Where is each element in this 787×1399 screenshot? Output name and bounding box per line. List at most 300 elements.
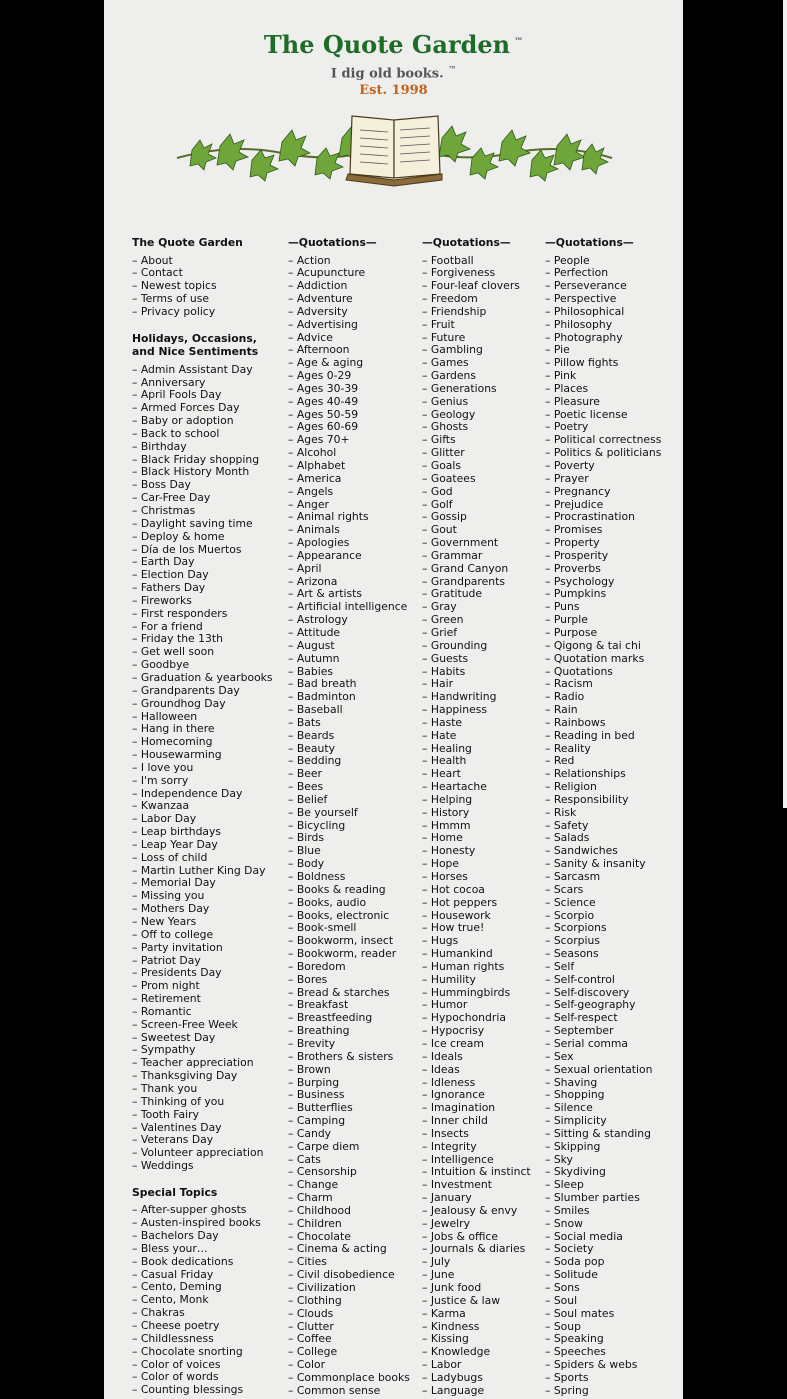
topic-link[interactable]: – Intelligence <box>422 1152 494 1166</box>
topic-link[interactable]: – Bees <box>288 780 324 794</box>
topic-link[interactable]: – Goodbye <box>132 658 190 672</box>
topic-link[interactable]: – Soul <box>545 1293 578 1307</box>
topic-link[interactable]: – Silence <box>545 1101 593 1115</box>
topic-link[interactable]: – Book-smell <box>288 921 357 935</box>
topic-link[interactable]: – Home <box>422 831 463 845</box>
topic-link[interactable]: – Animal rights <box>288 510 369 524</box>
topic-link[interactable]: – Gout <box>422 523 457 537</box>
topic-link[interactable]: – Smiles <box>545 1203 590 1217</box>
topic-link[interactable]: – Thanksgiving Day <box>132 1069 238 1083</box>
topic-link[interactable]: – Promises <box>545 523 603 537</box>
topic-link[interactable]: – College <box>288 1345 338 1359</box>
topic-link[interactable]: – Baby or adoption <box>132 414 234 428</box>
topic-link[interactable]: – Science <box>545 895 596 909</box>
topic-link[interactable]: – Charm <box>288 1191 333 1205</box>
topic-link[interactable]: – Austen-inspired books <box>132 1216 261 1230</box>
topic-link[interactable]: – Civil disobedience <box>288 1268 395 1282</box>
topic-link[interactable]: – Patriot Day <box>132 953 201 967</box>
topic-link[interactable]: – About <box>132 253 173 267</box>
topic-link[interactable]: – Healing <box>422 741 472 755</box>
topic-link[interactable]: – Belief <box>288 792 328 806</box>
topic-link[interactable]: – Poetry <box>545 420 589 434</box>
topic-link[interactable]: – Goatees <box>422 471 476 485</box>
topic-link[interactable]: – Cats <box>288 1152 321 1166</box>
topic-link[interactable]: – Fathers Day <box>132 581 206 595</box>
topic-link[interactable]: – April <box>288 561 322 575</box>
topic-link[interactable]: – Hugs <box>422 934 459 948</box>
topic-link[interactable]: – Shaving <box>545 1075 598 1089</box>
topic-link[interactable]: – Independence Day <box>132 786 243 800</box>
topic-link[interactable]: – Leap birthdays <box>132 825 222 839</box>
topic-link[interactable]: – Grandparents Day <box>132 683 240 697</box>
topic-link[interactable]: – Happiness <box>422 703 488 717</box>
topic-link[interactable]: – Psychology <box>545 574 615 588</box>
topic-link[interactable]: – Alphabet <box>288 459 346 472</box>
topic-link[interactable]: – Generations <box>422 381 497 395</box>
topic-link[interactable]: – Cheese poetry <box>132 1318 220 1332</box>
topic-link[interactable]: – Alcohol <box>288 446 337 460</box>
topic-link[interactable]: – Books, audio <box>288 895 367 909</box>
topic-link[interactable]: – Off to college <box>132 927 214 941</box>
topic-link[interactable]: – Appearance <box>288 548 362 562</box>
topic-link[interactable]: – Ideals <box>422 1049 463 1063</box>
topic-link[interactable]: – Cities <box>288 1255 327 1269</box>
topic-link[interactable]: – Color of voices <box>132 1357 221 1371</box>
topic-link[interactable]: – Humankind <box>422 947 493 961</box>
topic-link[interactable]: – Age & aging <box>288 356 364 370</box>
topic-link[interactable]: – Grief <box>422 625 458 639</box>
topic-link[interactable]: – Gardens <box>422 369 477 383</box>
topic-link[interactable]: – Christmas <box>132 504 196 517</box>
topic-link[interactable]: – America <box>288 471 342 485</box>
topic-link[interactable]: – Tooth Fairy <box>132 1107 199 1121</box>
topic-link[interactable]: – Bats <box>288 715 321 729</box>
topic-link[interactable]: – Cento, Monk <box>132 1293 209 1307</box>
topic-link[interactable]: – Philosophy <box>545 317 613 331</box>
topic-link[interactable]: – Reading in bed <box>545 728 635 742</box>
topic-link[interactable]: – Grounding <box>422 638 488 652</box>
topic-link[interactable]: – Pie <box>545 343 570 357</box>
topic-link[interactable]: – Four-leaf clovers <box>422 279 520 293</box>
topic-link[interactable]: – Deploy & home <box>132 529 225 543</box>
topic-link[interactable]: – Simplicity <box>545 1114 607 1128</box>
topic-link[interactable]: – Baseball <box>288 703 343 717</box>
topic-link[interactable]: – Friendship <box>422 304 487 318</box>
topic-link[interactable]: – Sons <box>545 1281 580 1294</box>
topic-link[interactable]: – Mothers Day <box>132 902 210 916</box>
topic-link[interactable]: – Prejudice <box>545 497 604 511</box>
topic-link[interactable]: – Advice <box>288 330 333 344</box>
topic-link[interactable]: – Serial comma <box>545 1036 629 1050</box>
topic-link[interactable]: – Butterflies <box>288 1101 353 1115</box>
topic-link[interactable]: – Soda pop <box>545 1255 605 1269</box>
topic-link[interactable]: – Heart <box>422 767 461 781</box>
topic-link[interactable]: – Carpe diem <box>288 1139 360 1153</box>
topic-link[interactable]: – Housework <box>422 908 491 922</box>
topic-link[interactable]: – Purple <box>545 613 588 627</box>
topic-link[interactable]: – Gifts <box>422 433 456 447</box>
site-title[interactable]: The Quote Garden ™ <box>263 30 524 59</box>
topic-link[interactable]: – Helping <box>422 792 473 806</box>
topic-link[interactable]: – Ages 30-39 <box>288 381 359 395</box>
topic-link[interactable]: – Bores <box>288 972 328 986</box>
topic-link[interactable]: – Junk food <box>422 1281 482 1294</box>
topic-link[interactable]: – Apologies <box>288 536 350 550</box>
topic-link[interactable]: – Groundhog Day <box>132 696 226 710</box>
topic-link[interactable]: – Slumber parties <box>545 1191 640 1205</box>
topic-link[interactable]: – Prosperity <box>545 548 609 562</box>
topic-link[interactable]: – Places <box>545 381 589 395</box>
topic-link[interactable]: – Afternoon <box>288 343 350 357</box>
topic-link[interactable]: – Hot cocoa <box>422 882 485 896</box>
topic-link[interactable]: – Anniversary <box>132 375 206 389</box>
topic-link[interactable]: – How true! <box>422 921 485 935</box>
topic-link[interactable]: – Speeches <box>545 1345 606 1359</box>
topic-link[interactable]: – Government <box>422 536 499 550</box>
topic-link[interactable]: – Admin Assistant Day <box>132 362 253 376</box>
topic-link[interactable]: – Quotation marks <box>545 651 645 665</box>
topic-link[interactable]: – People <box>545 253 590 267</box>
topic-link[interactable]: – Earth Day <box>132 555 195 569</box>
topic-link[interactable]: – Daylight saving time <box>132 516 253 530</box>
topic-link[interactable]: – History <box>422 805 470 819</box>
topic-link[interactable]: – For a friend <box>132 619 203 633</box>
topic-link[interactable]: – Pumpkins <box>545 587 607 601</box>
topic-link[interactable]: – Car-Free Day <box>132 491 211 505</box>
topic-link[interactable]: – Commonplace books <box>288 1370 410 1384</box>
topic-link[interactable]: – I love you <box>132 760 194 774</box>
topic-link[interactable]: – Missing you <box>132 889 205 903</box>
topic-link[interactable]: – Puns <box>545 600 580 614</box>
topic-link[interactable]: – Be yourself <box>288 805 358 819</box>
topic-link[interactable]: – Haste <box>422 715 463 729</box>
topic-link[interactable]: – Brevity <box>288 1036 336 1050</box>
topic-link[interactable]: – Boredom <box>288 959 346 973</box>
topic-link[interactable]: – Boss Day <box>132 478 191 492</box>
topic-link[interactable]: – Scorpio <box>545 908 595 922</box>
topic-link[interactable]: – Kwanzaa <box>132 799 190 813</box>
topic-link[interactable]: – Clouds <box>288 1306 334 1320</box>
topic-link[interactable]: – Hmmm <box>422 818 471 832</box>
topic-link[interactable]: – July <box>422 1255 451 1269</box>
topic-link[interactable]: – Football <box>422 253 474 267</box>
topic-link[interactable]: – Romantic <box>132 1004 192 1018</box>
topic-link[interactable]: – Art & artists <box>288 587 362 601</box>
topic-link[interactable]: – Proverbs <box>545 561 601 575</box>
topic-link[interactable]: – Scorpions <box>545 921 607 935</box>
topic-link[interactable]: – Inner child <box>422 1114 488 1128</box>
topic-link[interactable]: – Quotations <box>545 664 613 678</box>
scrollbar-track[interactable] <box>783 0 787 808</box>
topic-link[interactable]: – Breakfast <box>288 998 349 1012</box>
topic-link[interactable]: – Guests <box>422 651 469 665</box>
topic-link[interactable]: – Civilization <box>288 1281 356 1294</box>
topic-link[interactable]: – Self-respect <box>545 1011 618 1025</box>
topic-link[interactable]: – Religion <box>545 780 597 794</box>
topic-link[interactable]: – Responsibility <box>545 792 629 806</box>
topic-link[interactable]: – Memorial Day <box>132 876 216 890</box>
topic-link[interactable]: – Hypocrisy <box>422 1024 485 1038</box>
topic-link[interactable]: – September <box>545 1024 614 1038</box>
topic-link[interactable]: – Sexual orientation <box>545 1062 653 1076</box>
topic-link[interactable]: – Hair <box>422 677 454 691</box>
topic-link[interactable]: – Beer <box>288 767 322 781</box>
topic-link[interactable]: – Social media <box>545 1229 623 1243</box>
topic-link[interactable]: – Perfection <box>545 266 609 280</box>
topic-link[interactable]: – Humility <box>422 972 476 986</box>
topic-link[interactable]: – Black History Month <box>132 465 250 479</box>
topic-link[interactable]: – Honesty <box>422 844 476 858</box>
topic-link[interactable]: – Bedding <box>288 754 342 768</box>
topic-link[interactable]: – Human rights <box>422 959 505 973</box>
topic-link[interactable]: – Shopping <box>545 1088 605 1102</box>
topic-link[interactable]: – Ages 50-59 <box>288 407 359 421</box>
topic-link[interactable]: – Pillow fights <box>545 356 619 370</box>
topic-link[interactable]: – Cinema & acting <box>288 1242 387 1256</box>
topic-link[interactable]: – Retirement <box>132 992 201 1006</box>
topic-link[interactable]: – Badminton <box>288 690 356 704</box>
topic-link[interactable]: – Arizona <box>288 574 338 588</box>
topic-link[interactable]: – Adversity <box>288 304 348 318</box>
topic-link[interactable]: – Skydiving <box>545 1165 606 1179</box>
topic-link[interactable]: – Risk <box>545 805 577 819</box>
topic-link[interactable]: – Bachelors Day <box>132 1229 219 1243</box>
topic-link[interactable]: – Idleness <box>422 1075 476 1089</box>
topic-link[interactable]: – Coffee <box>288 1332 332 1346</box>
topic-link[interactable]: – Reality <box>545 741 591 755</box>
topic-link[interactable]: – Jealousy & envy <box>422 1203 518 1217</box>
topic-link[interactable]: – Gossip <box>422 510 467 524</box>
topic-link[interactable]: – Jobs & office <box>422 1229 499 1243</box>
topic-link[interactable]: – Speaking <box>545 1332 604 1346</box>
topic-link[interactable]: – Addiction <box>288 279 348 293</box>
topic-link[interactable]: – Rainbows <box>545 715 606 729</box>
topic-link[interactable]: – Childhood <box>288 1203 351 1217</box>
topic-link[interactable]: – Labor <box>422 1358 462 1372</box>
topic-link[interactable]: – Glitter <box>422 446 465 460</box>
topic-link[interactable]: – Action <box>288 253 331 267</box>
topic-link[interactable]: – Political correctness <box>545 433 662 447</box>
topic-link[interactable]: – Photography <box>545 330 623 344</box>
topic-link[interactable]: – Solitude <box>545 1268 598 1282</box>
topic-link[interactable]: – Handwriting <box>422 690 497 704</box>
topic-link[interactable]: – Seasons <box>545 947 599 961</box>
topic-link[interactable]: – Justice & law <box>422 1293 501 1307</box>
topic-link[interactable]: – Halloween <box>132 709 198 723</box>
topic-link[interactable]: – Relationships <box>545 767 626 781</box>
topic-link[interactable]: – Acupuncture <box>288 266 366 280</box>
topic-link[interactable]: – Games <box>422 356 469 370</box>
topic-link[interactable]: – Volunteer appreciation <box>132 1146 264 1160</box>
topic-link[interactable]: – Forgiveness <box>422 266 496 280</box>
topic-link[interactable]: – Hummingbirds <box>422 985 511 999</box>
topic-link[interactable]: – Sanity & insanity <box>545 857 646 871</box>
topic-link[interactable]: – Red <box>545 754 575 768</box>
topic-link[interactable]: – April Fools Day <box>132 388 222 402</box>
topic-link[interactable]: – Grammar <box>422 548 483 562</box>
topic-link[interactable]: – Fruit <box>422 317 455 331</box>
topic-link[interactable]: – Birthday <box>132 439 187 453</box>
topic-link[interactable]: – Chakras <box>132 1306 185 1320</box>
topic-link[interactable]: – Pink <box>545 369 577 383</box>
topic-link[interactable]: – Ages 0-29 <box>288 369 352 383</box>
topic-link[interactable]: – August <box>288 638 335 652</box>
topic-link[interactable]: – Armed Forces Day <box>132 401 240 415</box>
topic-link[interactable]: – Kissing <box>422 1332 469 1346</box>
topic-link[interactable]: – Imagination <box>422 1101 496 1115</box>
topic-link[interactable]: – Horses <box>422 870 468 883</box>
topic-link[interactable]: – Prayer <box>545 471 589 485</box>
topic-link[interactable]: – Gratitude <box>422 587 483 601</box>
topic-link[interactable]: – Counting blessings <box>132 1383 244 1397</box>
topic-link[interactable]: – Ages 40-49 <box>288 394 359 408</box>
topic-link[interactable]: – Terms of use <box>132 292 210 306</box>
topic-link[interactable]: – Friday the 13th <box>132 632 223 646</box>
topic-link[interactable]: – Clothing <box>288 1293 342 1307</box>
topic-link[interactable]: – Animals <box>288 523 340 537</box>
topic-link[interactable]: – Rain <box>545 703 578 717</box>
topic-link[interactable]: – Future <box>422 330 466 344</box>
topic-link[interactable]: – Soul mates <box>545 1306 615 1320</box>
topic-link[interactable]: – Language <box>422 1383 485 1397</box>
topic-link[interactable]: – Racism <box>545 677 593 691</box>
topic-link[interactable]: – I'm sorry <box>132 773 189 787</box>
topic-link[interactable]: – Leap Year Day <box>132 837 218 851</box>
topic-link[interactable]: – Thank you <box>132 1081 198 1095</box>
topic-link[interactable]: – New Years <box>132 915 197 928</box>
topic-link[interactable]: – Bad breath <box>288 677 357 691</box>
topic-link[interactable]: – Hate <box>422 728 457 742</box>
topic-link[interactable]: – Journals & diaries <box>422 1242 526 1256</box>
topic-link[interactable]: – Karma <box>422 1306 466 1320</box>
topic-link[interactable]: – First responders <box>132 606 228 620</box>
topic-link[interactable]: – Graduation & yearbooks <box>132 670 273 684</box>
topic-link[interactable]: – Spiders & webs <box>545 1358 638 1372</box>
topic-link[interactable]: – Burping <box>288 1075 340 1089</box>
topic-link[interactable]: – Sandwiches <box>545 844 618 858</box>
topic-link[interactable]: – Bless your… <box>132 1241 208 1255</box>
topic-link[interactable]: – Skipping <box>545 1139 601 1153</box>
topic-link[interactable]: – Ghosts <box>422 420 469 434</box>
topic-link[interactable]: – Integrity <box>422 1139 477 1153</box>
topic-link[interactable]: – Safety <box>545 818 589 832</box>
topic-link[interactable]: – Party invitation <box>132 940 223 954</box>
topic-link[interactable]: – Labor Day <box>132 812 197 826</box>
topic-link[interactable]: – Politics & politicians <box>545 446 662 460</box>
topic-link[interactable]: – Insects <box>422 1126 469 1140</box>
topic-link[interactable]: – Books & reading <box>288 882 386 896</box>
topic-link[interactable]: – Beards <box>288 728 335 742</box>
topic-link[interactable]: – Property <box>545 536 600 550</box>
topic-link[interactable]: – Día de los Muertos <box>132 542 242 556</box>
topic-link[interactable]: – Sarcasm <box>545 870 601 883</box>
topic-link[interactable]: – Sweetest Day <box>132 1030 216 1044</box>
topic-link[interactable]: – God <box>422 484 453 498</box>
topic-link[interactable]: – Angels <box>288 484 334 498</box>
topic-link[interactable]: – Ages 60-69 <box>288 420 359 434</box>
topic-link[interactable]: – Bookworm, insect <box>288 934 394 948</box>
topic-link[interactable]: – Childlessness <box>132 1331 214 1345</box>
topic-link[interactable]: – Bookworm, reader <box>288 947 397 961</box>
topic-link[interactable]: – Perspective <box>545 292 617 306</box>
topic-link[interactable]: – Artificial intelligence <box>288 600 408 614</box>
topic-link[interactable]: – Sleep <box>545 1178 584 1192</box>
topic-link[interactable]: – Teacher appreciation <box>132 1056 254 1070</box>
topic-link[interactable]: – Brown <box>288 1062 331 1076</box>
topic-link[interactable]: – Heartache <box>422 780 487 794</box>
topic-link[interactable]: – Body <box>288 857 325 871</box>
topic-link[interactable]: – Hope <box>422 857 460 871</box>
topic-link[interactable]: – Salads <box>545 831 590 845</box>
topic-link[interactable]: – Humor <box>422 998 468 1012</box>
topic-link[interactable]: – Grand Canyon <box>422 561 509 575</box>
topic-link[interactable]: – Children <box>288 1216 342 1230</box>
topic-link[interactable]: – Business <box>288 1088 345 1102</box>
topic-link[interactable]: – Jewelry <box>422 1216 470 1230</box>
topic-link[interactable]: – Sky <box>545 1152 573 1166</box>
topic-link[interactable]: – Poetic license <box>545 407 628 421</box>
topic-link[interactable]: – Freedom <box>422 292 478 306</box>
topic-link[interactable]: – Boldness <box>288 870 346 883</box>
topic-link[interactable]: – Get well soon <box>132 645 215 659</box>
topic-link[interactable]: – Beauty <box>288 741 335 755</box>
topic-link[interactable]: – Qigong & tai chi <box>545 638 641 652</box>
topic-link[interactable]: – Books, electronic <box>288 908 390 922</box>
topic-link[interactable]: – Censorship <box>288 1165 357 1179</box>
topic-link[interactable]: – Veterans Day <box>132 1133 214 1147</box>
topic-link[interactable]: – Astrology <box>288 613 348 627</box>
topic-link[interactable]: – Presidents Day <box>132 966 222 980</box>
topic-link[interactable]: – Sports <box>545 1370 589 1384</box>
topic-link[interactable]: – Fireworks <box>132 593 192 607</box>
topic-link[interactable]: – Pleasure <box>545 394 600 408</box>
topic-link[interactable]: – Radio <box>545 690 585 704</box>
topic-link[interactable]: – Pregnancy <box>545 484 611 498</box>
topic-link[interactable]: – Self-geography <box>545 998 636 1012</box>
topic-link[interactable]: – Chocolate snorting <box>132 1344 243 1358</box>
topic-link[interactable]: – Housewarming <box>132 748 222 762</box>
topic-link[interactable]: – Genius <box>422 394 469 408</box>
topic-link[interactable]: – Thinking of you <box>132 1094 225 1108</box>
topic-link[interactable]: – Perseverance <box>545 279 627 293</box>
topic-link[interactable]: – Purpose <box>545 625 598 639</box>
topic-link[interactable]: – Screen-Free Week <box>132 1017 238 1031</box>
topic-link[interactable]: – Martin Luther King Day <box>132 863 266 877</box>
topic-link[interactable]: – Weddings <box>132 1159 194 1173</box>
topic-link[interactable]: – Poverty <box>545 459 595 472</box>
topic-link[interactable]: – Birds <box>288 831 324 845</box>
topic-link[interactable]: – Ice cream <box>422 1036 484 1050</box>
topic-link[interactable]: – January <box>422 1191 472 1205</box>
topic-link[interactable]: – Ideas <box>422 1062 460 1076</box>
topic-link[interactable]: – Snow <box>545 1216 583 1230</box>
topic-link[interactable]: – Self-control <box>545 972 615 986</box>
topic-link[interactable]: – Golf <box>422 497 453 511</box>
topic-link[interactable]: – Black Friday shopping <box>132 452 260 466</box>
topic-link[interactable]: – Color <box>288 1358 326 1372</box>
topic-link[interactable]: – Green <box>422 613 464 627</box>
topic-link[interactable]: – Ladybugs <box>422 1370 483 1384</box>
topic-link[interactable]: – Hot peppers <box>422 895 498 909</box>
topic-link[interactable]: – Society <box>545 1242 594 1256</box>
topic-link[interactable]: – Hypochondria <box>422 1011 506 1025</box>
topic-link[interactable]: – Autumn <box>288 651 340 665</box>
topic-link[interactable]: – Valentines Day <box>132 1120 222 1134</box>
topic-link[interactable]: – Change <box>288 1178 339 1192</box>
topic-link[interactable]: – Hang in there <box>132 722 215 736</box>
topic-link[interactable]: – Brothers & sisters <box>288 1049 394 1063</box>
topic-link[interactable]: – Sympathy <box>132 1043 196 1057</box>
